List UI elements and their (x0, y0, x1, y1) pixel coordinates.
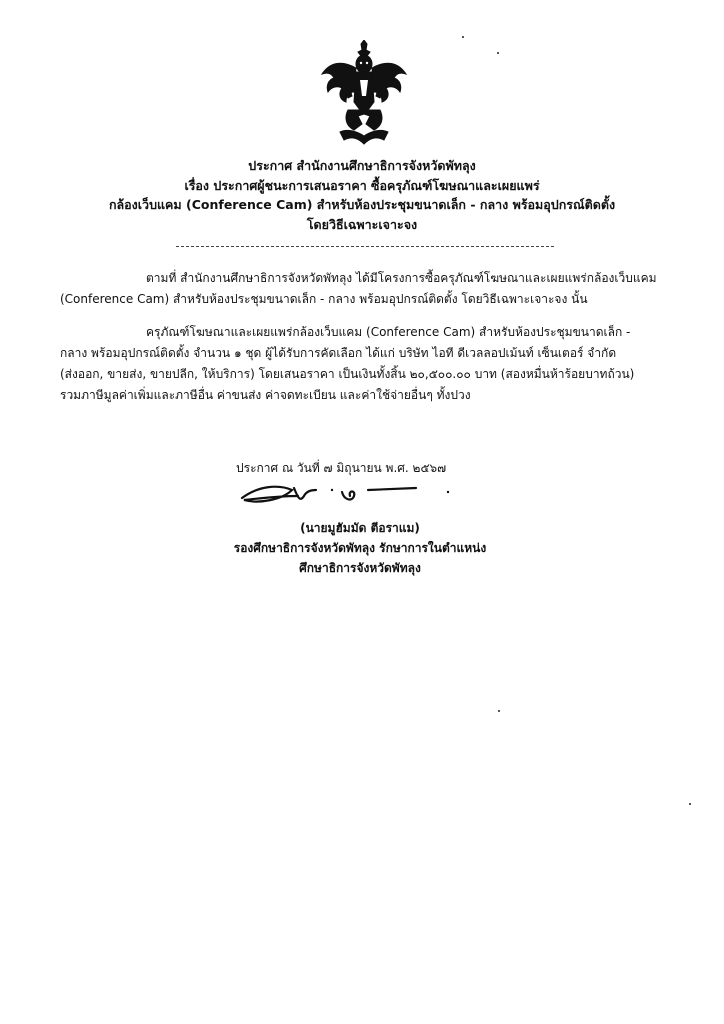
title-line-method: โดยวิธีเฉพาะเจาะจง (306, 216, 418, 232)
scan-speck (497, 52, 499, 54)
paragraph-line: กลาง พร้อมอุปกรณ์ติดตั้ง จำนวน ๑ ชุด ผู้ได้รับการคัดเลือก ได้แก่ บริษัท ไอที ดีเวลลอปเม้นท์ เซ็นเตอร์ จำกัด (60, 346, 617, 360)
handwritten-signature (238, 476, 468, 510)
scan-speck (498, 710, 500, 712)
signatory-name: (นายมูฮัมมัด ตีอราแม) (300, 521, 420, 535)
signatory-position: รองศึกษาธิการจังหวัดพัทลุง รักษาการในตำแหน่ง (233, 541, 487, 555)
paragraph-award (60, 322, 672, 406)
announcement-date: ประกาศ ณ วันที่ ๗ มิถุนายน พ.ศ. ๒๕๖๗ (236, 461, 447, 475)
title-line-subject: เรื่อง ประกาศผู้ชนะการเสนอราคา ซื้อครุภัณฑ์โฆษณาและเผยแพร่ (184, 177, 540, 193)
paragraph-line: ตามที่ สำนักงานศึกษาธิการจังหวัดพัทลุง ได้มีโครงการซื้อครุภัณฑ์โฆษณาและเผยแพร่กล้องเว็บแคม (146, 271, 657, 285)
signatory-position: ศึกษาธิการจังหวัดพัทลุง (299, 561, 421, 575)
signatory-block (200, 518, 520, 578)
paragraph-line: รวมภาษีมูลค่าเพิ่มและภาษีอื่น ค่าขนส่ง ค่าจดทะเบียน และค่าใช้จ่ายอื่นๆ ทั้งปวง (60, 388, 471, 402)
title-line-item: กล้องเว็บแคม (Conference Cam) สำหรับห้องประชุมขนาดเล็ก - กลาง พร้อมอุปกรณ์ติดตั้ง (108, 197, 616, 212)
paragraph-line: ครุภัณฑ์โฆษณาและเผยแพร่กล้องเว็บแคม (Conference Cam) สำหรับห้องประชุมขนาดเล็ก - (146, 325, 631, 339)
scan-speck (462, 36, 464, 38)
announcement-title (60, 156, 664, 234)
scan-speck (689, 803, 691, 805)
paragraph-line: (Conference Cam) สำหรับห้องประชุมขนาดเล็ก - กลาง พร้อมอุปกรณ์ติดตั้ง โดยวิธีเฉพาะเจาะจง นั้น (60, 292, 588, 306)
paragraph-line: (ส่งออก, ขายส่ง, ขายปลีก, ให้บริการ) โดยเสนอราคา เป็นเงินทั้งสิ้น ๒๐,๕๐๐.๐๐ บาท (สองหมื่นห้าร้อยบาทถ้วน) (60, 367, 635, 381)
dashed-divider (176, 246, 554, 247)
title-line-agency: ประกาศ สำนักงานศึกษาธิการจังหวัดพัทลุง (248, 158, 476, 173)
paragraph-background (60, 268, 672, 310)
garuda-emblem-icon (318, 40, 410, 148)
